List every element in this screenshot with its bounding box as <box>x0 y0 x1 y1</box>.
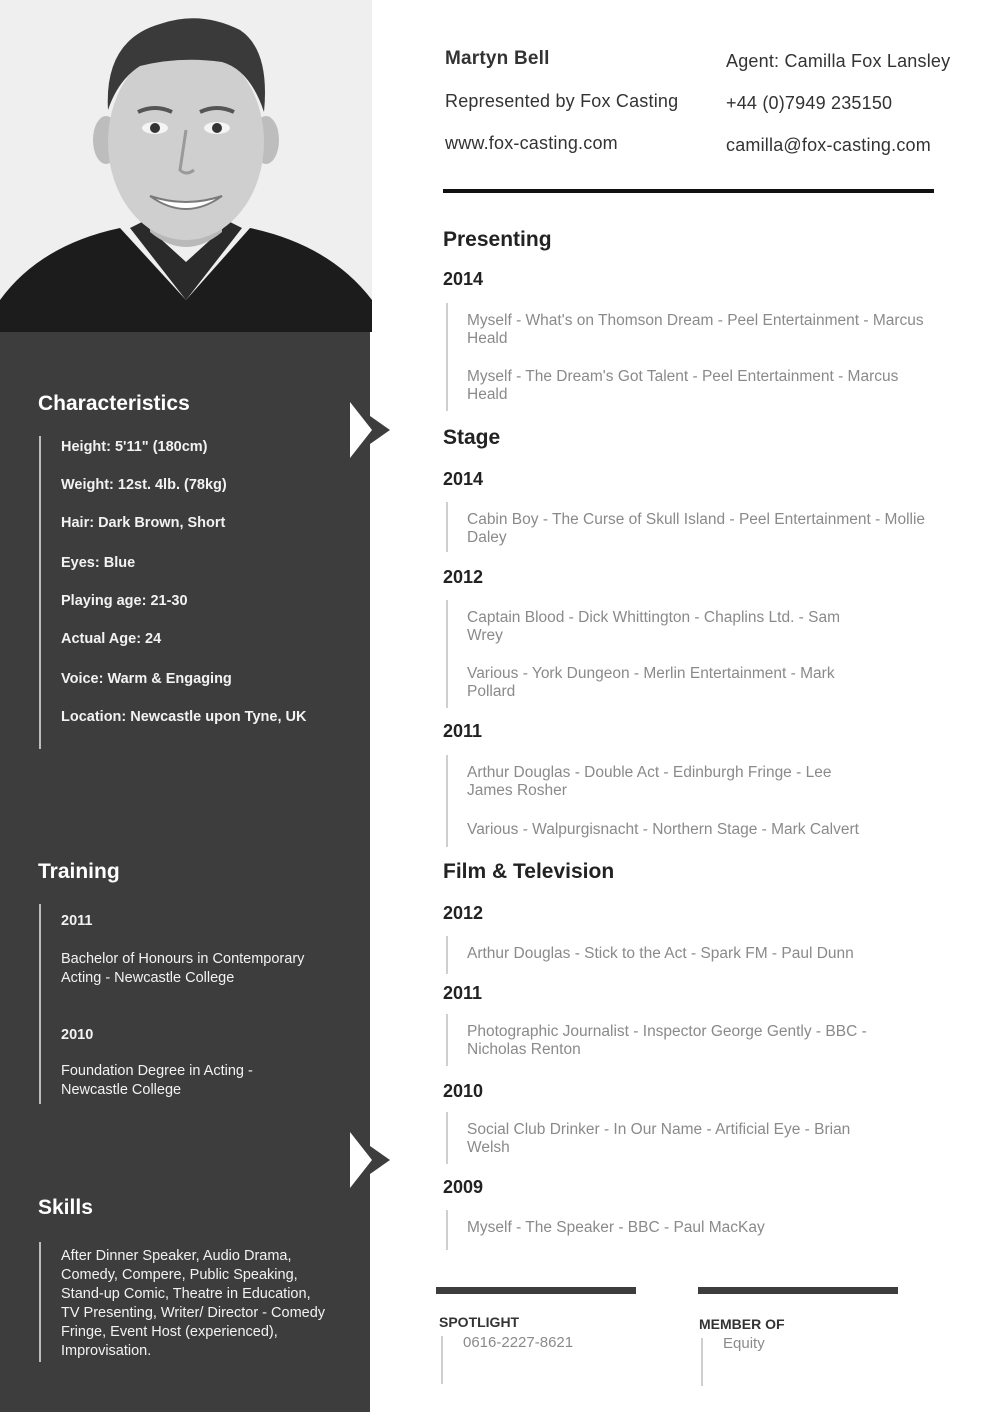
member-of-label: MEMBER OF <box>699 1316 785 1332</box>
credit-list <box>446 755 937 847</box>
skills-heading: Skills <box>38 1196 93 1219</box>
training-list <box>39 904 331 1104</box>
film-tv-heading: Film & Television <box>443 860 615 883</box>
characteristic-item: Height: 5'11" (180cm) <box>61 439 208 455</box>
credit-list <box>446 1112 937 1164</box>
stage-heading: Stage <box>443 426 501 449</box>
characteristics-heading: Characteristics <box>38 392 190 415</box>
credit-list <box>446 1210 937 1250</box>
characteristic-item: Playing age: 21-30 <box>61 593 188 609</box>
year-label: 2011 <box>443 983 483 1003</box>
member-divider <box>701 1338 703 1386</box>
credit-entry: Social Club Drinker - In Our Name - Artificial Eye - Brian Welsh <box>467 1121 851 1156</box>
characteristic-item: Voice: Warm & Engaging <box>61 671 232 687</box>
year-label: 2009 <box>443 1177 484 1197</box>
spotlight-bar <box>436 1287 636 1294</box>
credit-list <box>446 1014 937 1066</box>
credit-entry: Cabin Boy - The Curse of Skull Island - Peel Entertainment - Mollie Daley <box>467 511 926 546</box>
characteristic-item: Eyes: Blue <box>61 555 136 571</box>
member-value: Equity <box>723 1335 765 1352</box>
presenting-heading: Presenting <box>443 228 552 251</box>
credit-entry: Myself - The Dream's Got Talent - Peel Entertainment - Marcus Heald <box>467 368 899 403</box>
credit-list <box>446 600 937 708</box>
represented-by: Represented by Fox Casting <box>445 91 679 111</box>
training-year: 2010 <box>61 1027 94 1043</box>
year-label: 2012 <box>443 903 484 923</box>
skills-text: After Dinner Speaker, Audio Drama, Comedy, Compere, Public Speaking, Stand-up Comic, Theatre in Education, TV Presenting, Writer/ Director - Comedy Fringe, Event Host (experienced), Improvisation. <box>61 1248 326 1359</box>
year-label: 2010 <box>443 1081 484 1101</box>
training-year: 2011 <box>61 913 93 929</box>
member-bar <box>698 1287 898 1294</box>
year-label: 2014 <box>443 469 484 489</box>
agent-phone: +44 (0)7949 235150 <box>726 93 893 113</box>
year-label: 2012 <box>443 567 484 587</box>
credit-list <box>446 303 937 411</box>
year-label: 2014 <box>443 269 484 289</box>
credit-entry: Myself - The Speaker - BBC - Paul MacKay <box>467 1219 765 1236</box>
headshot-photo <box>0 0 372 332</box>
agent-email[interactable]: camilla@fox-casting.com <box>726 135 931 155</box>
training-heading: Training <box>38 860 120 883</box>
credit-entry: Arthur Douglas - Double Act - Edinburgh Fringe - Lee James Rosher <box>467 764 832 799</box>
credit-entry: Various - Walpurgisnacht - Northern Stage - Mark Calvert <box>467 821 859 838</box>
credit-entry: Captain Blood - Dick Whittington - Chaplins Ltd. - Sam Wrey <box>467 609 841 644</box>
characteristic-item: Actual Age: 24 <box>61 631 162 647</box>
credit-entry: Various - York Dungeon - Merlin Entertainment - Mark Pollard <box>467 665 835 700</box>
training-text: Foundation Degree in Acting - Newcastle College <box>61 1063 253 1098</box>
credit-list <box>446 502 937 552</box>
skills-list <box>39 1242 331 1362</box>
spotlight-label: SPOTLIGHT <box>439 1314 520 1330</box>
spotlight-number: 0616-2227-8621 <box>463 1334 574 1351</box>
sidebar-notch-cut <box>350 1132 372 1188</box>
agency-website[interactable]: www.fox-casting.com <box>445 133 618 153</box>
credit-list <box>446 936 937 974</box>
actor-name: Martyn Bell <box>445 48 550 69</box>
header-divider <box>443 189 934 193</box>
characteristics-list <box>39 436 331 749</box>
characteristic-item: Weight: 12st. 4lb. (78kg) <box>61 477 227 493</box>
credit-entry: Arthur Douglas - Stick to the Act - Spark FM - Paul Dunn <box>467 945 854 962</box>
characteristic-item: Hair: Dark Brown, Short <box>61 515 226 531</box>
credit-entry: Photographic Journalist - Inspector George Gently - BBC - Nicholas Renton <box>467 1023 867 1058</box>
spotlight-divider <box>441 1336 443 1384</box>
training-text: Bachelor of Honours in Contemporary Acting - Newcastle College <box>61 951 305 986</box>
credit-entry: Myself - What's on Thomson Dream - Peel Entertainment - Marcus Heald <box>467 312 924 347</box>
agent-name: Agent: Camilla Fox Lansley <box>726 51 951 71</box>
characteristic-item: Location: Newcastle upon Tyne, UK <box>61 709 307 725</box>
year-label: 2011 <box>443 721 483 741</box>
sidebar-notch-cut <box>350 402 372 458</box>
